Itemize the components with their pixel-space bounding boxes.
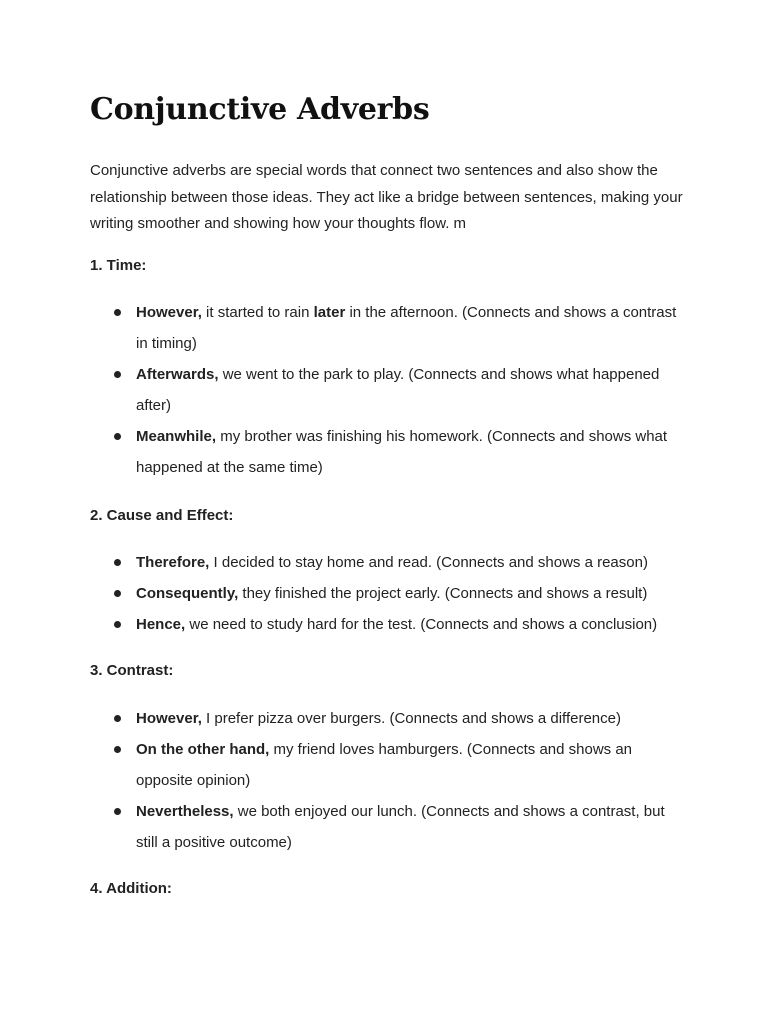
- example-text: I decided to stay home and read. (Connects and shows a reason): [209, 554, 648, 571]
- list-item: [90, 297, 690, 359]
- bullet-icon: [114, 715, 121, 722]
- list-item: [90, 359, 690, 421]
- example-text: I prefer pizza over burgers. (Connects and shows a difference): [201, 710, 621, 727]
- adverb-term: Hence,: [136, 616, 186, 633]
- example-text: it started to rain: [201, 304, 314, 321]
- list-item: [90, 703, 690, 734]
- example-text: we need to study hard for the test. (Connects and shows a conclusion): [185, 616, 658, 633]
- example-text: in the afternoon. (Connects and shows a contrast in timing): [136, 304, 677, 352]
- adverb-term: Afterwards,: [136, 366, 219, 383]
- page-title: Conjunctive Adverbs: [90, 92, 430, 127]
- list-item: [90, 609, 690, 640]
- example-text: we both enjoyed our lunch. (Connects and shows a contrast, but still a positive outcome): [136, 803, 665, 851]
- example-text: my friend loves hamburgers. (Connects and shows an opposite opinion): [136, 741, 633, 789]
- list-item: [90, 796, 690, 858]
- list-item: [90, 734, 690, 796]
- cause-effect-list: [90, 547, 690, 640]
- bullet-icon: [114, 621, 121, 628]
- section-heading-addition: 4. Addition:: [90, 880, 172, 897]
- bullet-icon: [114, 433, 121, 440]
- bullet-icon: [114, 559, 121, 566]
- section-heading-cause-effect: 2. Cause and Effect:: [90, 507, 234, 524]
- adverb-term: Consequently,: [136, 585, 239, 602]
- example-text: my brother was finishing his homework. (Connects and shows what happened at the same time): [136, 428, 668, 476]
- section-heading-time: 1. Time:: [90, 257, 147, 274]
- example-text: we went to the park to play. (Connects and shows what happened after): [136, 366, 660, 414]
- list-item: [90, 421, 690, 483]
- adverb-term: Therefore,: [136, 554, 210, 571]
- bullet-icon: [114, 590, 121, 597]
- adverb-term: On the other hand,: [136, 741, 270, 758]
- bullet-icon: [114, 371, 121, 378]
- adverb-term: Nevertheless,: [136, 803, 234, 820]
- bullet-icon: [114, 746, 121, 753]
- adverb-term: However,: [136, 304, 202, 321]
- adverb-term: However,: [136, 710, 202, 727]
- list-item: [90, 578, 690, 609]
- section-heading-contrast: 3. Contrast:: [90, 662, 174, 679]
- intro-paragraph: Conjunctive adverbs are special words that connect two sentences and also show the relationship between those ideas. They act like a bridge between sentences, making your writing smoother and showing how your thoughts flow. m: [90, 162, 683, 232]
- bullet-icon: [114, 808, 121, 815]
- emphasis-term: later: [313, 304, 346, 321]
- example-text: they finished the project early. (Connects and shows a result): [238, 585, 648, 602]
- adverb-term: Meanwhile,: [136, 428, 217, 445]
- contrast-list: [90, 703, 690, 858]
- bullet-icon: [114, 309, 121, 316]
- list-item: [90, 547, 690, 578]
- time-list: [90, 297, 690, 483]
